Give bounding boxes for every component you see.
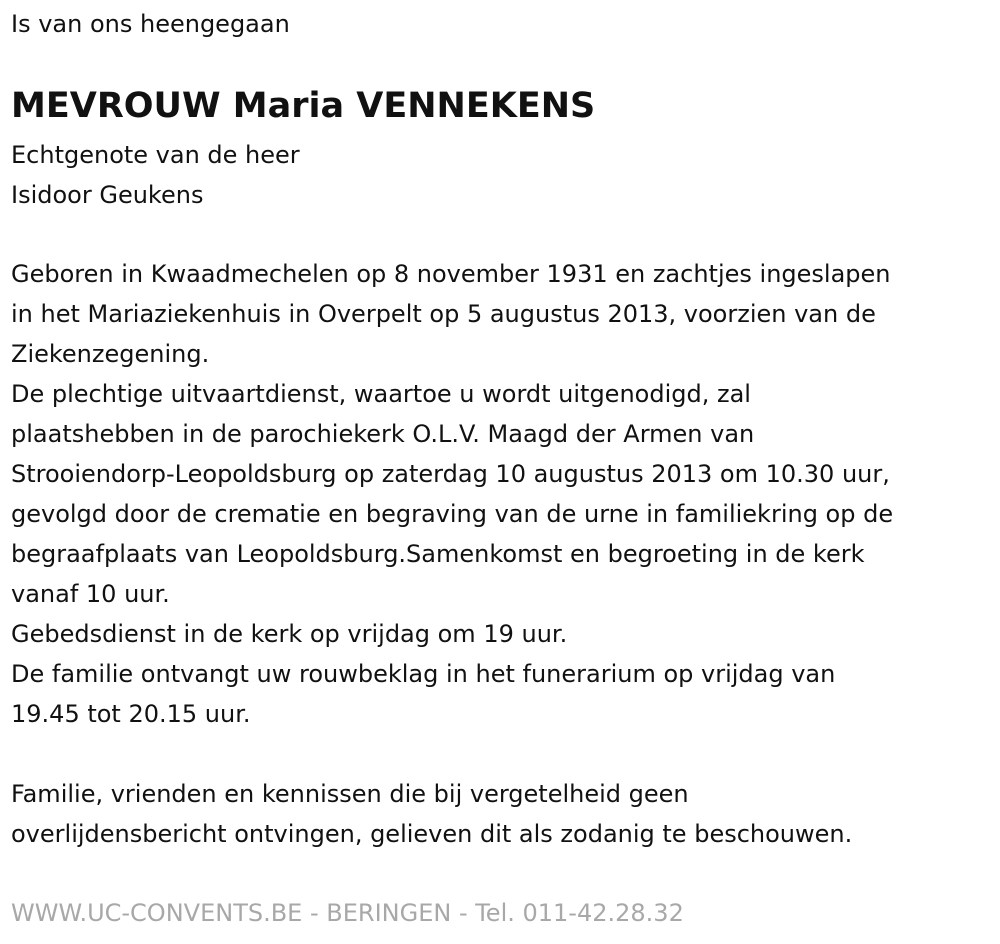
details-line: De familie ontvangt uw rouwbeklag in het funerarium op vrijdag van (11, 660, 836, 688)
spouse-line: Echtgenote van de heer (11, 141, 300, 169)
details-line: vanaf 10 uur. (11, 580, 170, 608)
details-line: Gebedsdienst in de kerk op vrijdag om 19 uur. (11, 620, 568, 648)
details-line: plaatshebben in de parochiekerk O.L.V. Maagd der Armen van (11, 420, 755, 448)
spouse-info (11, 135, 300, 215)
closing-line: Familie, vrienden en kennissen die bij vergetelheid geen (11, 780, 689, 808)
funeral-home-footer: WWW.UC-CONVENTS.BE - BERINGEN - Tel. 011-42.28.32 (11, 899, 684, 927)
details-line: 19.45 tot 20.15 uur. (11, 700, 251, 728)
details-line: begraafplaats van Leopoldsburg.Samenkomst en begroeting in de kerk (11, 540, 865, 568)
closing-line: overlijdensbericht ontvingen, gelieven dit als zodanig te beschouwen. (11, 820, 853, 848)
spouse-line: Isidoor Geukens (11, 181, 204, 209)
funeral-details (11, 254, 893, 734)
details-line: gevolgd door de crematie en begraving van de urne in familiekring op de (11, 500, 894, 528)
details-line: De plechtige uitvaartdienst, waartoe u wordt uitgenodigd, zal (11, 380, 751, 408)
deceased-name: MEVROUW Maria VENNEKENS (11, 86, 596, 126)
closing-note (11, 774, 852, 854)
details-line: in het Mariaziekenhuis in Overpelt op 5 augustus 2013, voorzien van de (11, 300, 876, 328)
details-line: Ziekenzegening. (11, 340, 210, 368)
intro-text: Is van ons heengegaan (11, 10, 290, 38)
details-line: Geboren in Kwaadmechelen op 8 november 1931 en zachtjes ingeslapen (11, 260, 891, 288)
details-line: Strooiendorp-Leopoldsburg op zaterdag 10 augustus 2013 om 10.30 uur, (11, 460, 890, 488)
